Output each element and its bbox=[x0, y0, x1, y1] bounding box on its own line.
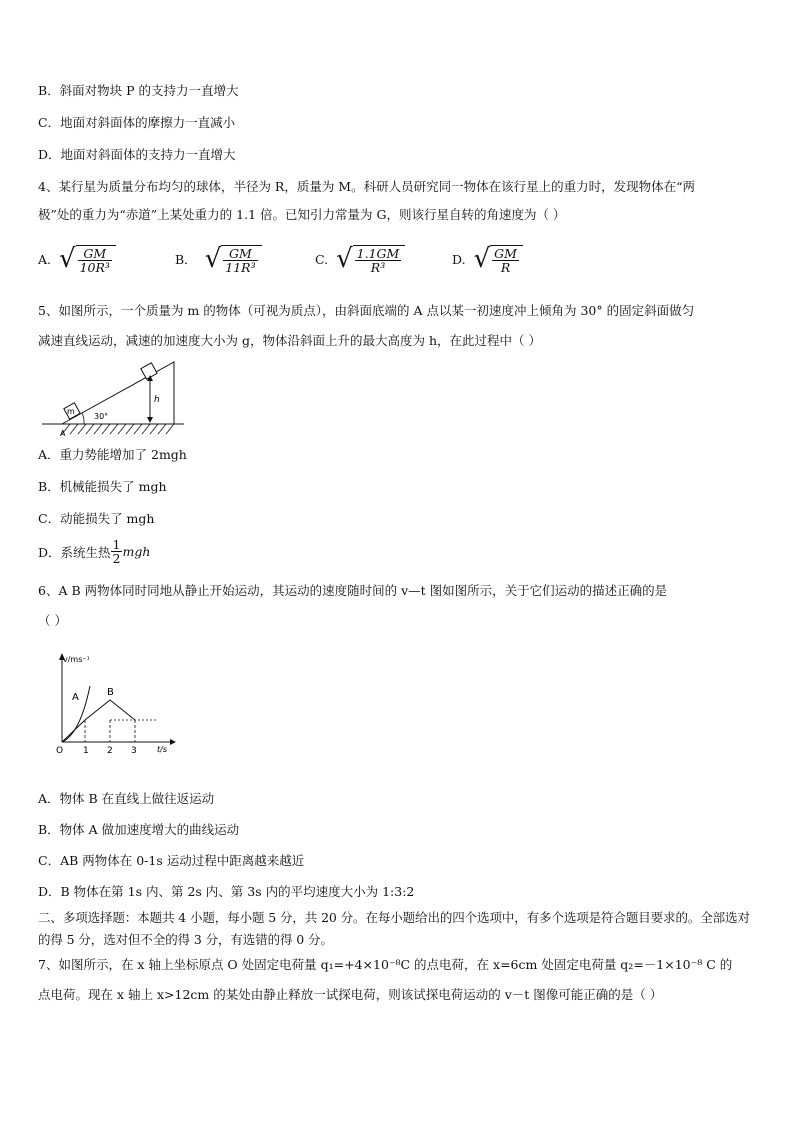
mass-label: m bbox=[67, 407, 75, 416]
q5-option-b: B．机械能损失了 mgh bbox=[38, 479, 167, 494]
q6-stem-line2: （ ） bbox=[38, 613, 67, 628]
series-a-label: A bbox=[72, 692, 79, 703]
q5-option-c: C．动能损失了 mgh bbox=[38, 511, 155, 526]
fraction-numerator: GM bbox=[223, 247, 257, 261]
t-axis-arrow bbox=[170, 739, 176, 745]
q5-option-d-suffix: mgh bbox=[122, 544, 151, 559]
incline-diagram bbox=[38, 358, 188, 440]
height-label: h bbox=[154, 395, 160, 405]
q5-stem-line1: 5、如图所示，一个质量为 m 的物体（可视为质点），由斜面底端的 A 点以某一初速度冲上倾角为 30° 的固定斜面做匀 bbox=[38, 303, 695, 318]
series-b-line bbox=[62, 700, 135, 742]
q4-option-a-label: A. bbox=[38, 251, 52, 267]
fraction-denominator: 10R³ bbox=[79, 260, 110, 275]
tick-2: 2 bbox=[107, 746, 113, 756]
v-axis-label: v/ms⁻¹ bbox=[63, 655, 90, 664]
sqrt-expression: √ $\frac{GM}{\text{10R³}}$ bbox=[59, 244, 116, 274]
incline-triangle bbox=[62, 362, 174, 424]
section2-instructions: 二、多项选择题：本题共 4 小题，每小题 5 分，共 20 分。在每小题给出的四个选项中，有多个选项是符合题目要求的。全部选对的得 5 分，选对但不全的得 3 分，有选错的得 0 分。 bbox=[38, 910, 750, 947]
fraction-denominator: R³ bbox=[370, 260, 386, 275]
q3-option-c: C．地面对斜面体的摩擦力一直减小 bbox=[38, 115, 236, 130]
q6-option-c: C．AB 两物体在 0-1s 运动过程中距离越来越近 bbox=[38, 853, 305, 868]
q4-option-c-label: C. bbox=[315, 251, 329, 267]
vt-graph bbox=[50, 650, 180, 756]
fraction-denominator: R bbox=[500, 260, 511, 275]
sqrt-expression: √ $\frac{1.1GM}{\text{R³}}$ bbox=[336, 244, 405, 274]
q4-option-c bbox=[315, 244, 405, 274]
q7-stem-line1: 7、如图所示，在 x 轴上坐标原点 O 处固定电荷量 q₁=+4×10⁻⁸C 的点电荷，在 x=6cm 处固定电荷量 q₂=－1×10⁻⁸ C 的 bbox=[38, 957, 733, 972]
q4-option-d bbox=[452, 244, 523, 274]
angle-arc bbox=[82, 413, 84, 424]
angle-label: 30° bbox=[94, 412, 109, 421]
q5-option-d bbox=[38, 538, 150, 565]
sqrt-expression: √ $\frac{GM}{\text{11R³}}$ bbox=[205, 244, 262, 274]
q3-option-d: D．地面对斜面体的支持力一直增大 bbox=[38, 147, 236, 162]
tick-3: 3 bbox=[131, 746, 137, 756]
q4-option-a bbox=[38, 244, 116, 274]
q3-option-b: B．斜面对物块 P 的支持力一直增大 bbox=[38, 83, 239, 98]
tick-1: 1 bbox=[83, 746, 89, 756]
sqrt-expression: √ $\frac{GM}{R}$ bbox=[474, 244, 523, 274]
half-fraction: $\frac{1}{2}$ bbox=[112, 537, 121, 566]
q6-option-a: A．物体 B 在直线上做往返运动 bbox=[38, 791, 215, 806]
fraction-numerator: 1.1GM bbox=[356, 246, 400, 261]
fraction-numerator: GM bbox=[494, 246, 517, 261]
ground-hatch bbox=[62, 424, 174, 434]
fraction-denominator: 11R³ bbox=[225, 260, 256, 275]
height-arrow-down bbox=[147, 417, 153, 423]
q4-stem-line1: 4、某行星为质量分布均匀的球体，半径为 R，质量为 M。科研人员研究同一物体在该行星上的重力时，发现物体在“两 bbox=[38, 179, 696, 194]
fraction-numerator: GM bbox=[78, 247, 112, 261]
q4-stem-line2: 极”处的重力为“赤道”上某处重力的 1.1 倍。已知引力常量为 G，则该行星自转的角速度为（ ） bbox=[38, 207, 566, 222]
q4-option-b bbox=[175, 244, 262, 274]
block-top bbox=[141, 363, 157, 379]
q4-option-b-label: B． bbox=[175, 252, 197, 267]
q5-stem-line2: 减速直线运动，减速的加速度大小为 g，物体沿斜面上升的最大高度为 h，在此过程中（ ） bbox=[38, 333, 541, 348]
q4-option-d-label: D. bbox=[452, 251, 466, 267]
series-b-label: B bbox=[107, 687, 114, 698]
q6-stem-line1: 6、A B 两物体同时同地从静止开始运动，其运动的速度随时间的 v—t 图如图所示，关于它们运动的描述正确的是 bbox=[38, 583, 668, 598]
t-axis-label: t/s bbox=[157, 745, 167, 754]
origin-label: O bbox=[56, 746, 64, 756]
q6-option-d: D．B 物体在第 1s 内、第 2s 内、第 3s 内的平均速度大小为 1:3:2 bbox=[38, 884, 415, 899]
q5-option-d-prefix: D．系统生热 bbox=[38, 544, 111, 560]
q7-stem-line2: 点电荷。现在 x 轴上 x>12cm 的某处由静止释放一试探电荷，则该试探电荷运动的 v－t 图像可能正确的是（ ） bbox=[38, 987, 663, 1002]
q6-option-b: B．物体 A 做加速度增大的曲线运动 bbox=[38, 822, 240, 837]
point-a-label: A bbox=[60, 429, 66, 438]
q5-option-a: A．重力势能增加了 2mgh bbox=[38, 447, 187, 462]
